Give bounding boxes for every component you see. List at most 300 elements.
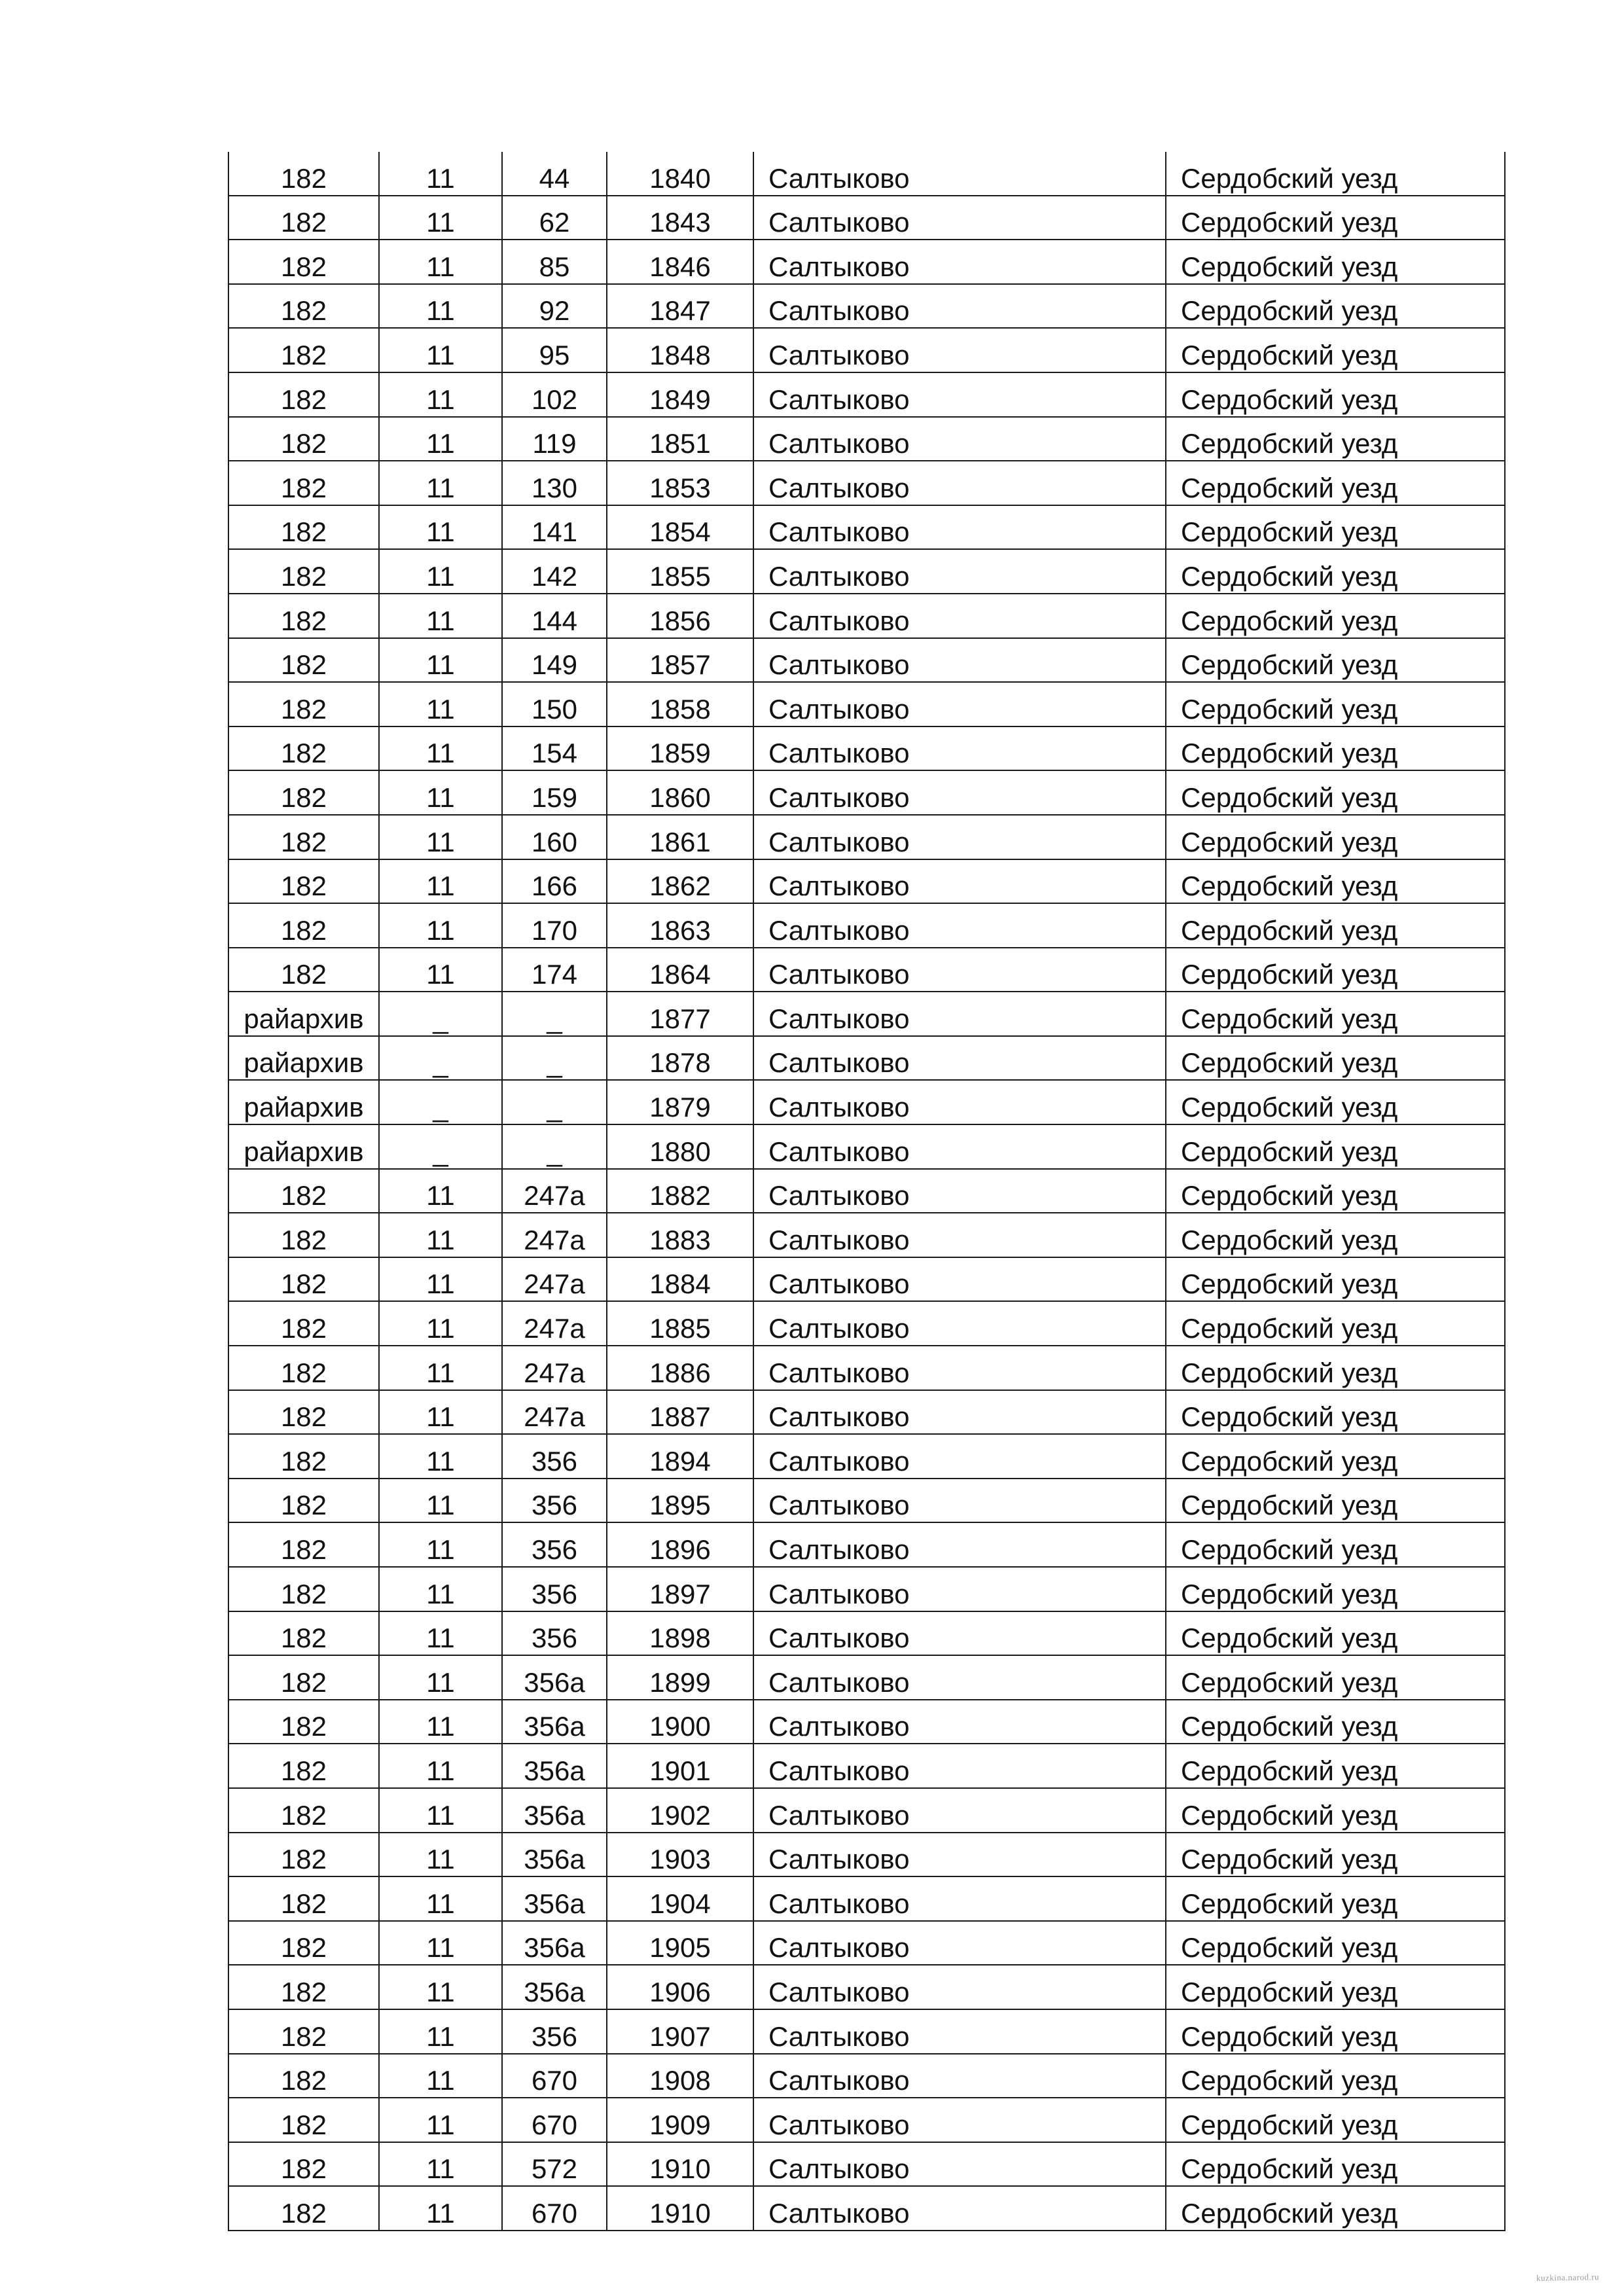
uezd-cell: Сердобский уезд [1166, 2098, 1505, 2142]
delo-cell: 356а [502, 1833, 607, 1877]
table-row [228, 1788, 1505, 1833]
opis-cell: 11 [379, 2142, 502, 2187]
uezd-cell: Сердобский уезд [1166, 549, 1505, 594]
year-cell: 1900 [607, 1700, 753, 1744]
village-cell: Салтыково [753, 461, 1166, 505]
table-row [228, 2142, 1505, 2187]
table-row [228, 1390, 1505, 1435]
uezd-cell: Сердобский уезд [1166, 2186, 1505, 2231]
year-cell: 1886 [607, 1346, 753, 1390]
year-cell: 1899 [607, 1655, 753, 1700]
delo-cell: 174 [502, 948, 607, 992]
table-row [228, 1700, 1505, 1744]
uezd-cell: Сердобский уезд [1166, 1169, 1505, 1213]
village-cell: Салтыково [753, 505, 1166, 550]
fond-cell: 182 [228, 1346, 379, 1390]
fond-cell: 182 [228, 417, 379, 461]
uezd-cell: Сердобский уезд [1166, 2009, 1505, 2054]
table-row [228, 328, 1505, 372]
year-cell: 1846 [607, 240, 753, 284]
fond-cell: 182 [228, 152, 379, 196]
village-cell: Салтыково [753, 196, 1166, 240]
table-row [228, 1169, 1505, 1213]
table-row [228, 240, 1505, 284]
uezd-cell: Сердобский уезд [1166, 240, 1505, 284]
fond-cell: 182 [228, 770, 379, 815]
delo-cell: 247а [502, 1301, 607, 1346]
opis-cell: _ [379, 1080, 502, 1124]
uezd-cell: Сердобский уезд [1166, 1965, 1505, 2009]
year-cell: 1905 [607, 1921, 753, 1965]
uezd-cell: Сердобский уезд [1166, 1567, 1505, 1611]
fond-cell: 182 [228, 372, 379, 417]
delo-cell: 356а [502, 1655, 607, 1700]
fond-cell: 182 [228, 1655, 379, 1700]
village-cell: Салтыково [753, 2142, 1166, 2187]
fond-cell: 182 [228, 1876, 379, 1921]
year-cell: 1885 [607, 1301, 753, 1346]
table-row [228, 1921, 1505, 1965]
uezd-cell: Сердобский уезд [1166, 1921, 1505, 1965]
delo-cell: 44 [502, 152, 607, 196]
uezd-cell: Сердобский уезд [1166, 903, 1505, 948]
year-cell: 1848 [607, 328, 753, 372]
year-cell: 1903 [607, 1833, 753, 1877]
table-row [228, 903, 1505, 948]
fond-cell: 182 [228, 2009, 379, 2054]
table-row [228, 770, 1505, 815]
delo-cell: 154 [502, 726, 607, 771]
year-cell: 1859 [607, 726, 753, 771]
village-cell: Салтыково [753, 1744, 1166, 1788]
uezd-cell: Сердобский уезд [1166, 1124, 1505, 1169]
table-row [228, 1124, 1505, 1169]
year-cell: 1898 [607, 1611, 753, 1656]
fond-cell: 182 [228, 1301, 379, 1346]
opis-cell: 11 [379, 948, 502, 992]
village-cell: Салтыково [753, 1257, 1166, 1302]
opis-cell: 11 [379, 1876, 502, 1921]
opis-cell: 11 [379, 726, 502, 771]
delo-cell: 160 [502, 815, 607, 859]
delo-cell: 141 [502, 505, 607, 550]
table-row [228, 1876, 1505, 1921]
table-row [228, 1833, 1505, 1877]
uezd-cell: Сердобский уезд [1166, 1213, 1505, 1257]
uezd-cell: Сердобский уезд [1166, 417, 1505, 461]
table-row [228, 726, 1505, 771]
year-cell: 1851 [607, 417, 753, 461]
table-row [228, 2054, 1505, 2098]
year-cell: 1843 [607, 196, 753, 240]
uezd-cell: Сердобский уезд [1166, 1522, 1505, 1567]
delo-cell: 95 [502, 328, 607, 372]
delo-cell: 247а [502, 1390, 607, 1435]
village-cell: Салтыково [753, 1965, 1166, 2009]
uezd-cell: Сердобский уезд [1166, 992, 1505, 1036]
opis-cell: _ [379, 1036, 502, 1081]
village-cell: Салтыково [753, 1700, 1166, 1744]
uezd-cell: Сердобский уезд [1166, 1876, 1505, 1921]
opis-cell: 11 [379, 328, 502, 372]
table-row [228, 1346, 1505, 1390]
village-cell: Салтыково [753, 992, 1166, 1036]
fond-cell: 182 [228, 1567, 379, 1611]
year-cell: 1879 [607, 1080, 753, 1124]
year-cell: 1864 [607, 948, 753, 992]
village-cell: Салтыково [753, 815, 1166, 859]
village-cell: Салтыково [753, 1169, 1166, 1213]
year-cell: 1877 [607, 992, 753, 1036]
opis-cell: 11 [379, 1346, 502, 1390]
fond-cell: 182 [228, 284, 379, 329]
table-row [228, 1036, 1505, 1081]
opis-cell: 11 [379, 770, 502, 815]
opis-cell: _ [379, 992, 502, 1036]
table-row [228, 2098, 1505, 2142]
delo-cell: 170 [502, 903, 607, 948]
year-cell: 1906 [607, 1965, 753, 2009]
fond-cell: 182 [228, 726, 379, 771]
fond-cell: 182 [228, 1744, 379, 1788]
fond-cell: 182 [228, 328, 379, 372]
opis-cell: 11 [379, 1788, 502, 1833]
fond-cell: 182 [228, 859, 379, 904]
opis-cell: 11 [379, 196, 502, 240]
year-cell: 1896 [607, 1522, 753, 1567]
records-table [228, 152, 1506, 2231]
opis-cell: 11 [379, 372, 502, 417]
fond-cell: 182 [228, 2054, 379, 2098]
fond-cell: 182 [228, 1833, 379, 1877]
village-cell: Салтыково [753, 1036, 1166, 1081]
table-row [228, 1567, 1505, 1611]
opis-cell: 11 [379, 594, 502, 638]
fond-cell: 182 [228, 1965, 379, 2009]
year-cell: 1887 [607, 1390, 753, 1435]
village-cell: Салтыково [753, 1301, 1166, 1346]
year-cell: 1858 [607, 682, 753, 726]
uezd-cell: Сердобский уезд [1166, 1257, 1505, 1302]
table-row [228, 1611, 1505, 1656]
opis-cell: 11 [379, 1257, 502, 1302]
delo-cell: 92 [502, 284, 607, 329]
village-cell: Салтыково [753, 152, 1166, 196]
year-cell: 1855 [607, 549, 753, 594]
village-cell: Салтыково [753, 1346, 1166, 1390]
year-cell: 1878 [607, 1036, 753, 1081]
fond-cell: 182 [228, 2098, 379, 2142]
village-cell: Салтыково [753, 594, 1166, 638]
fond-cell: райархив [228, 1036, 379, 1081]
year-cell: 1909 [607, 2098, 753, 2142]
table-row [228, 682, 1505, 726]
village-cell: Салтыково [753, 859, 1166, 904]
uezd-cell: Сердобский уезд [1166, 461, 1505, 505]
uezd-cell: Сердобский уезд [1166, 284, 1505, 329]
fond-cell: 182 [228, 638, 379, 683]
uezd-cell: Сердобский уезд [1166, 1390, 1505, 1435]
uezd-cell: Сердобский уезд [1166, 1655, 1505, 1700]
table-row [228, 1301, 1505, 1346]
delo-cell: 149 [502, 638, 607, 683]
fond-cell: 182 [228, 1390, 379, 1435]
delo-cell: 130 [502, 461, 607, 505]
village-cell: Салтыково [753, 1124, 1166, 1169]
year-cell: 1910 [607, 2142, 753, 2187]
delo-cell: _ [502, 1080, 607, 1124]
year-cell: 1884 [607, 1257, 753, 1302]
fond-cell: 182 [228, 461, 379, 505]
fond-cell: 182 [228, 1434, 379, 1479]
opis-cell: 11 [379, 417, 502, 461]
fond-cell: 182 [228, 549, 379, 594]
year-cell: 1857 [607, 638, 753, 683]
uezd-cell: Сердобский уезд [1166, 505, 1505, 550]
uezd-cell: Сердобский уезд [1166, 638, 1505, 683]
uezd-cell: Сердобский уезд [1166, 196, 1505, 240]
table-row [228, 2186, 1505, 2231]
fond-cell: райархив [228, 992, 379, 1036]
year-cell: 1862 [607, 859, 753, 904]
year-cell: 1904 [607, 1876, 753, 1921]
year-cell: 1856 [607, 594, 753, 638]
year-cell: 1902 [607, 1788, 753, 1833]
table-row [228, 859, 1505, 904]
opis-cell: 11 [379, 682, 502, 726]
fond-cell: 182 [228, 240, 379, 284]
table-row [228, 461, 1505, 505]
opis-cell: 11 [379, 638, 502, 683]
year-cell: 1901 [607, 1744, 753, 1788]
fond-cell: 182 [228, 1213, 379, 1257]
year-cell: 1883 [607, 1213, 753, 1257]
delo-cell: 247а [502, 1213, 607, 1257]
opis-cell: 11 [379, 1479, 502, 1523]
records-table-body [228, 152, 1505, 2231]
uezd-cell: Сердобский уезд [1166, 1788, 1505, 1833]
village-cell: Салтыково [753, 1655, 1166, 1700]
uezd-cell: Сердобский уезд [1166, 2142, 1505, 2187]
delo-cell: 356а [502, 1744, 607, 1788]
delo-cell: 356 [502, 1611, 607, 1656]
table-row [228, 152, 1505, 196]
delo-cell: 356а [502, 1965, 607, 2009]
year-cell: 1908 [607, 2054, 753, 2098]
fond-cell: райархив [228, 1124, 379, 1169]
delo-cell: 670 [502, 2186, 607, 2231]
uezd-cell: Сердобский уезд [1166, 1036, 1505, 1081]
opis-cell: 11 [379, 815, 502, 859]
village-cell: Салтыково [753, 1876, 1166, 1921]
fond-cell: 182 [228, 1788, 379, 1833]
table-row [228, 1434, 1505, 1479]
opis-cell: 11 [379, 1921, 502, 1965]
opis-cell: 11 [379, 284, 502, 329]
uezd-cell: Сердобский уезд [1166, 1700, 1505, 1744]
fond-cell: 182 [228, 682, 379, 726]
uezd-cell: Сердобский уезд [1166, 1833, 1505, 1877]
village-cell: Салтыково [753, 1213, 1166, 1257]
year-cell: 1880 [607, 1124, 753, 1169]
fond-cell: 182 [228, 2186, 379, 2231]
uezd-cell: Сердобский уезд [1166, 1611, 1505, 1656]
uezd-cell: Сердобский уезд [1166, 1346, 1505, 1390]
village-cell: Салтыково [753, 240, 1166, 284]
opis-cell: 11 [379, 1700, 502, 1744]
uezd-cell: Сердобский уезд [1166, 328, 1505, 372]
fond-cell: 182 [228, 1257, 379, 1302]
fond-cell: 182 [228, 1611, 379, 1656]
village-cell: Салтыково [753, 948, 1166, 992]
fond-cell: 182 [228, 815, 379, 859]
village-cell: Салтыково [753, 1611, 1166, 1656]
year-cell: 1840 [607, 152, 753, 196]
delo-cell: 102 [502, 372, 607, 417]
table-row [228, 372, 1505, 417]
table-row [228, 594, 1505, 638]
village-cell: Салтыково [753, 1522, 1166, 1567]
village-cell: Салтыково [753, 903, 1166, 948]
delo-cell: 356 [502, 1567, 607, 1611]
uezd-cell: Сердобский уезд [1166, 1080, 1505, 1124]
fond-cell: 182 [228, 1522, 379, 1567]
table-row [228, 1965, 1505, 2009]
opis-cell: 11 [379, 859, 502, 904]
table-row [228, 1655, 1505, 1700]
opis-cell: 11 [379, 1390, 502, 1435]
village-cell: Салтыково [753, 1921, 1166, 1965]
village-cell: Салтыково [753, 2098, 1166, 2142]
delo-cell: 356а [502, 1700, 607, 1744]
year-cell: 1910 [607, 2186, 753, 2231]
village-cell: Салтыково [753, 2054, 1166, 2098]
delo-cell: 670 [502, 2098, 607, 2142]
delo-cell: 356 [502, 2009, 607, 2054]
opis-cell: 11 [379, 1744, 502, 1788]
fond-cell: 182 [228, 948, 379, 992]
year-cell: 1861 [607, 815, 753, 859]
table-row [228, 1213, 1505, 1257]
year-cell: 1849 [607, 372, 753, 417]
uezd-cell: Сердобский уезд [1166, 1434, 1505, 1479]
village-cell: Салтыково [753, 1788, 1166, 1833]
delo-cell: 166 [502, 859, 607, 904]
opis-cell: 11 [379, 1434, 502, 1479]
table-row [228, 815, 1505, 859]
village-cell: Салтыково [753, 417, 1166, 461]
village-cell: Салтыково [753, 638, 1166, 683]
fond-cell: 182 [228, 196, 379, 240]
fond-cell: 182 [228, 594, 379, 638]
fond-cell: 182 [228, 505, 379, 550]
opis-cell: 11 [379, 1611, 502, 1656]
opis-cell: 11 [379, 2009, 502, 2054]
table-row [228, 284, 1505, 329]
opis-cell: 11 [379, 240, 502, 284]
uezd-cell: Сердобский уезд [1166, 770, 1505, 815]
delo-cell: 670 [502, 2054, 607, 2098]
delo-cell: 356 [502, 1522, 607, 1567]
village-cell: Салтыково [753, 549, 1166, 594]
uezd-cell: Сердобский уезд [1166, 859, 1505, 904]
uezd-cell: Сердобский уезд [1166, 2054, 1505, 2098]
table-row [228, 1522, 1505, 1567]
year-cell: 1895 [607, 1479, 753, 1523]
delo-cell: 144 [502, 594, 607, 638]
year-cell: 1860 [607, 770, 753, 815]
delo-cell: 356 [502, 1434, 607, 1479]
delo-cell: 159 [502, 770, 607, 815]
delo-cell: 356 [502, 1479, 607, 1523]
uezd-cell: Сердобский уезд [1166, 726, 1505, 771]
uezd-cell: Сердобский уезд [1166, 948, 1505, 992]
fond-cell: 182 [228, 1169, 379, 1213]
table-row [228, 638, 1505, 683]
village-cell: Салтыково [753, 1080, 1166, 1124]
table-row [228, 1080, 1505, 1124]
delo-cell: 356а [502, 1921, 607, 1965]
year-cell: 1882 [607, 1169, 753, 1213]
village-cell: Салтыково [753, 770, 1166, 815]
village-cell: Салтыково [753, 1390, 1166, 1435]
delo-cell: _ [502, 1124, 607, 1169]
year-cell: 1847 [607, 284, 753, 329]
opis-cell: 11 [379, 1301, 502, 1346]
village-cell: Салтыково [753, 1479, 1166, 1523]
delo-cell: _ [502, 1036, 607, 1081]
table-row [228, 1257, 1505, 1302]
delo-cell: 119 [502, 417, 607, 461]
village-cell: Салтыково [753, 284, 1166, 329]
delo-cell: _ [502, 992, 607, 1036]
delo-cell: 247а [502, 1257, 607, 1302]
opis-cell: 11 [379, 1567, 502, 1611]
delo-cell: 247а [502, 1169, 607, 1213]
opis-cell: 11 [379, 1833, 502, 1877]
table-row [228, 417, 1505, 461]
uezd-cell: Сердобский уезд [1166, 1479, 1505, 1523]
table-row [228, 505, 1505, 550]
village-cell: Салтыково [753, 2186, 1166, 2231]
delo-cell: 62 [502, 196, 607, 240]
table-row [228, 196, 1505, 240]
year-cell: 1897 [607, 1567, 753, 1611]
uezd-cell: Сердобский уезд [1166, 1301, 1505, 1346]
village-cell: Салтыково [753, 1567, 1166, 1611]
village-cell: Салтыково [753, 372, 1166, 417]
table-row [228, 1744, 1505, 1788]
delo-cell: 572 [502, 2142, 607, 2187]
uezd-cell: Сердобский уезд [1166, 1744, 1505, 1788]
village-cell: Салтыково [753, 328, 1166, 372]
table-row [228, 948, 1505, 992]
fond-cell: 182 [228, 1921, 379, 1965]
fond-cell: 182 [228, 1700, 379, 1744]
opis-cell: 11 [379, 1522, 502, 1567]
delo-cell: 85 [502, 240, 607, 284]
uezd-cell: Сердобский уезд [1166, 594, 1505, 638]
year-cell: 1853 [607, 461, 753, 505]
year-cell: 1854 [607, 505, 753, 550]
delo-cell: 356а [502, 1788, 607, 1833]
village-cell: Салтыково [753, 726, 1166, 771]
village-cell: Салтыково [753, 2009, 1166, 2054]
uezd-cell: Сердобский уезд [1166, 152, 1505, 196]
opis-cell: _ [379, 1124, 502, 1169]
table-row [228, 992, 1505, 1036]
delo-cell: 356а [502, 1876, 607, 1921]
